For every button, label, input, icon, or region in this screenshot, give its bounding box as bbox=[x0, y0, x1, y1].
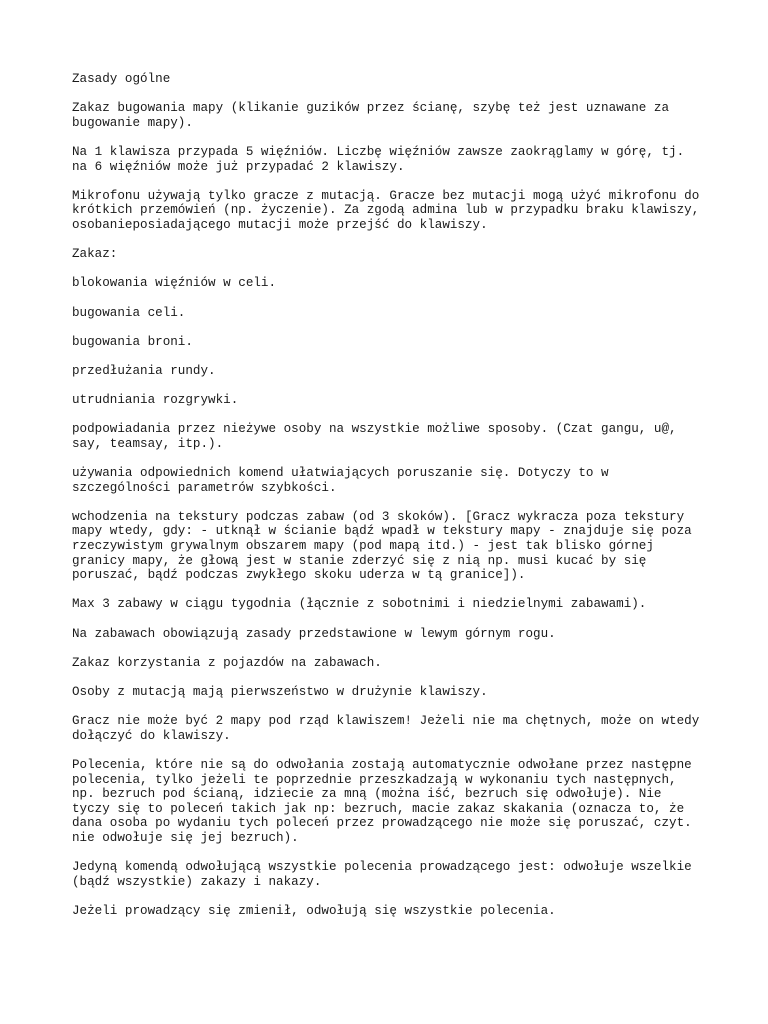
list-item: bugowania broni. bbox=[72, 334, 193, 349]
list-item: podpowiadania przez nieżywe osoby na wszystkie możliwe sposoby. (Czat gangu, u@, say, teamsay, itp.). bbox=[72, 422, 677, 451]
paragraph: Mikrofonu używają tylko gracze z mutacją. Gracze bez mutacji mogą użyć mikrofonu do krótkich przemówień (np. życzenie). Za zgodą admina lub w przypadku braku klawiszy, osobanieposiadającego mutacji może przejść do klawiszy. bbox=[72, 188, 700, 232]
paragraph: Na 1 klawisza przypada 5 więźniów. Liczbę więźniów zawsze zaokrąglamy w górę, tj. na 6 więźniów może już przypadać 2 klawiszy. bbox=[72, 144, 685, 174]
list-item: wchodzenia na tekstury podczas zabaw (od 3 skoków). [Gracz wykracza poza tekstury mapy wtedy, gdy: - utknął w ścianie bądź wpadł w tekstury mapy - znajduje się poza rzeczywistym grywalnym obszarem mapy (pod mapą itd.) - jest tak blisko górnej granicy mapy, że głową jest w stanie zderzyć się z nią np. musi kucać by się poruszać, bądź podczas zwykłego skoku uderza w tą granice]). bbox=[72, 509, 692, 583]
paragraph: Osoby z mutacją mają pierwszeństwo w drużynie klawiszy. bbox=[72, 684, 488, 699]
paragraph: Max 3 zabawy w ciągu tygodnia (łącznie z sobotnimi i niedzielnymi zabawami). bbox=[72, 597, 647, 612]
paragraph: Na zabawach obowiązują zasady przedstawione w lewym górnym rogu. bbox=[72, 626, 556, 641]
paragraph: Polecenia, które nie są do odwołania zostają automatycznie odwołane przez następne polecenia, tylko jeżeli te poprzednie przeszkadzają w wykonaniu tych następnych, np. bezruch pod ścianą, idziecie za mną (można iść, bezruch się odwołuje). Nie tyczy się to poleceń takich jak np: bezruch, macie zakaz skakania (oznacza to, że dana osoba po wydaniu tych poleceń przez prowadzącego nie może się poruszać, czyt. nie odwołuje się jej bezruch). bbox=[72, 757, 692, 845]
list-heading: Zakaz: bbox=[72, 247, 118, 262]
document-page bbox=[72, 72, 712, 933]
list-item: utrudniania rozgrywki. bbox=[72, 393, 239, 408]
paragraph: Zakaz bugowania mapy (klikanie guzików przez ścianę, szybę też jest uznawane za bugowanie mapy). bbox=[72, 101, 670, 130]
paragraph: Jedyną komendą odwołującą wszystkie polecenia prowadzącego jest: odwołuje wszelkie (bądź wszystkie) zakazy i nakazy. bbox=[72, 860, 692, 889]
section-heading: Zasady ogólne bbox=[72, 72, 171, 86]
list-item: bugowania celi. bbox=[72, 305, 186, 320]
list-item: blokowania więźniów w celi. bbox=[72, 276, 277, 291]
paragraph: Zakaz korzystania z pojazdów na zabawach. bbox=[72, 655, 382, 670]
list-item: przedłużania rundy. bbox=[72, 363, 216, 378]
paragraph: Gracz nie może być 2 mapy pod rząd klawiszem! Jeżeli nie ma chętnych, może on wtedy dołączyć do klawiszy. bbox=[72, 714, 700, 743]
list-item: używania odpowiednich komend ułatwiających poruszanie się. Dotyczy to w szczególności parametrów szybkości. bbox=[72, 466, 609, 495]
paragraph: Jeżeli prowadzący się zmienił, odwołują się wszystkie polecenia. bbox=[72, 903, 556, 918]
